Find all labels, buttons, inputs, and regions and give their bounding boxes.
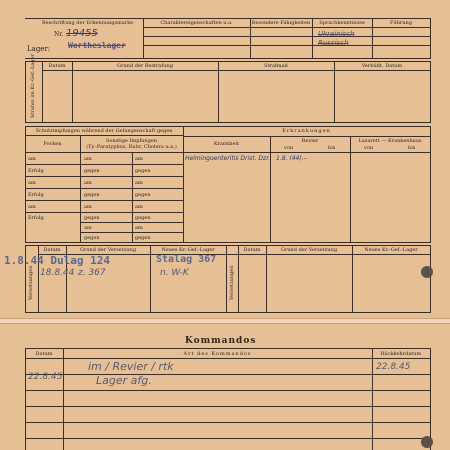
sub-am: am (84, 204, 92, 210)
stalag-stamp: Stalag 367 (156, 254, 217, 265)
krankheit-date: 1.8. (44).– (276, 155, 307, 162)
versetzungen-side-label: Versetzungen (28, 265, 34, 300)
nr-label: Nr. (54, 31, 64, 38)
versetzungen-side-label: Versetzungen (229, 265, 235, 300)
sub-am: am (135, 225, 143, 231)
vers-col-grund: Grund der Versetzung (79, 247, 137, 253)
kom-col-art: Art des Kommandos (183, 351, 252, 357)
col-revier: Revier (301, 138, 319, 144)
sub-am: am (84, 225, 92, 231)
sub-gegen: gegen (84, 168, 100, 174)
row-label: Erfolg (28, 168, 44, 174)
strafen-col-grund: Grund der Bestrafung (117, 63, 173, 69)
strafen-col-datum: Datum (48, 63, 66, 69)
vers-col-grund: Grund der Versetzung (280, 247, 338, 253)
kom-entry-art-2: Lager afg. (96, 374, 152, 387)
sub-am: am (84, 156, 92, 162)
sub-gegen: gegen (135, 235, 151, 241)
schutzimpfungen-title: Schutzimpfungen während der Gefangenschaft gegen (35, 128, 173, 134)
prisoner-number: 19455 (66, 28, 98, 39)
sub-gegen: gegen (84, 215, 100, 221)
lager-stamp: Wortheslager (68, 41, 126, 50)
sprach-value-2: Russisch (318, 39, 349, 47)
sprach-value-1: Ukrainisch (318, 30, 355, 38)
sub-gegen: gegen (135, 215, 151, 221)
strafen-col-verbuesst: Verbüßt, Datum (361, 63, 403, 69)
vers-col-datum: Datum (43, 247, 61, 253)
vers-col-neues: Neues Kr.-Gef.-Lager (161, 247, 215, 253)
kom-entry-rueck: 22.8.45 (376, 362, 411, 372)
lazarett-von: von (364, 145, 374, 151)
punch-hole (421, 266, 433, 278)
col-sonstige: Sonstige Impfungen (105, 138, 158, 144)
versetzung-ref: z. 367 (78, 268, 106, 278)
fuehrung-label: Führung (390, 20, 412, 26)
row-label: am (28, 180, 36, 186)
sub-am: am (135, 204, 143, 210)
row-label: Erfolg (28, 192, 44, 198)
lazarett-bis: bis (408, 145, 416, 151)
erkrankungen-title: Erkrankungen (282, 128, 331, 134)
sprach-label: Sprachkenntnisse (319, 20, 365, 26)
faehigkeiten-label: Besondere Fähigkeiten (251, 20, 311, 26)
strafen-col-strafmass: Strafmaß (264, 63, 288, 69)
card-fold (0, 318, 450, 324)
krankheit-entry: Helmingoenteritis Drist. Dzr. (185, 155, 271, 162)
dulag-stamp: 1.8.44 Dulag 124 (4, 254, 110, 267)
vers-col-neues: Neues Kr.-Gef.-Lager (364, 247, 418, 253)
col-krankheit: Krankheit (213, 141, 240, 147)
row-label: am (28, 156, 36, 162)
kommandos-title: Kommandos (185, 336, 257, 346)
kom-col-rueck: Rückkehrdatum (380, 351, 422, 357)
col-sonstige-sub: (Ty.-Paratyphus, Ruhr, Cholera u.a.) (86, 144, 177, 150)
col-pocken: Pocken (43, 141, 62, 147)
sub-gegen: gegen (135, 192, 151, 198)
sub-am: am (84, 180, 92, 186)
versetzung-ziel: n. W-K (160, 268, 189, 278)
kom-entry-datum: 22.8.45 (28, 372, 63, 382)
charakter-label: Charaktereigenschaften u.a. (160, 20, 233, 26)
kom-col-datum: Datum (35, 351, 53, 357)
versetzung-date: 18.8.44 (40, 268, 75, 278)
kom-entry-art-1: im / Revier / rtk (88, 360, 174, 373)
punch-hole (421, 436, 433, 448)
strafen-side-label: Strafen im Kr.-Gef.-Lager (30, 54, 36, 118)
revier-von: von (284, 145, 294, 151)
sub-am: am (135, 180, 143, 186)
sub-gegen: gegen (84, 192, 100, 198)
sub-gegen: gegen (84, 235, 100, 241)
row-label: am (28, 204, 36, 210)
revier-bis: bis (328, 145, 336, 151)
col-lazarett: Lazarett — Krankenhaus (358, 138, 422, 144)
sub-am: am (135, 156, 143, 162)
vers-col-datum: Datum (243, 247, 261, 253)
sub-gegen: gegen (135, 168, 151, 174)
erkennungsmarke-label: Beschriftung der Erkennungsmarke (42, 20, 134, 26)
row-label: Erfolg (28, 215, 44, 221)
lager-label: Lager: (27, 45, 51, 53)
